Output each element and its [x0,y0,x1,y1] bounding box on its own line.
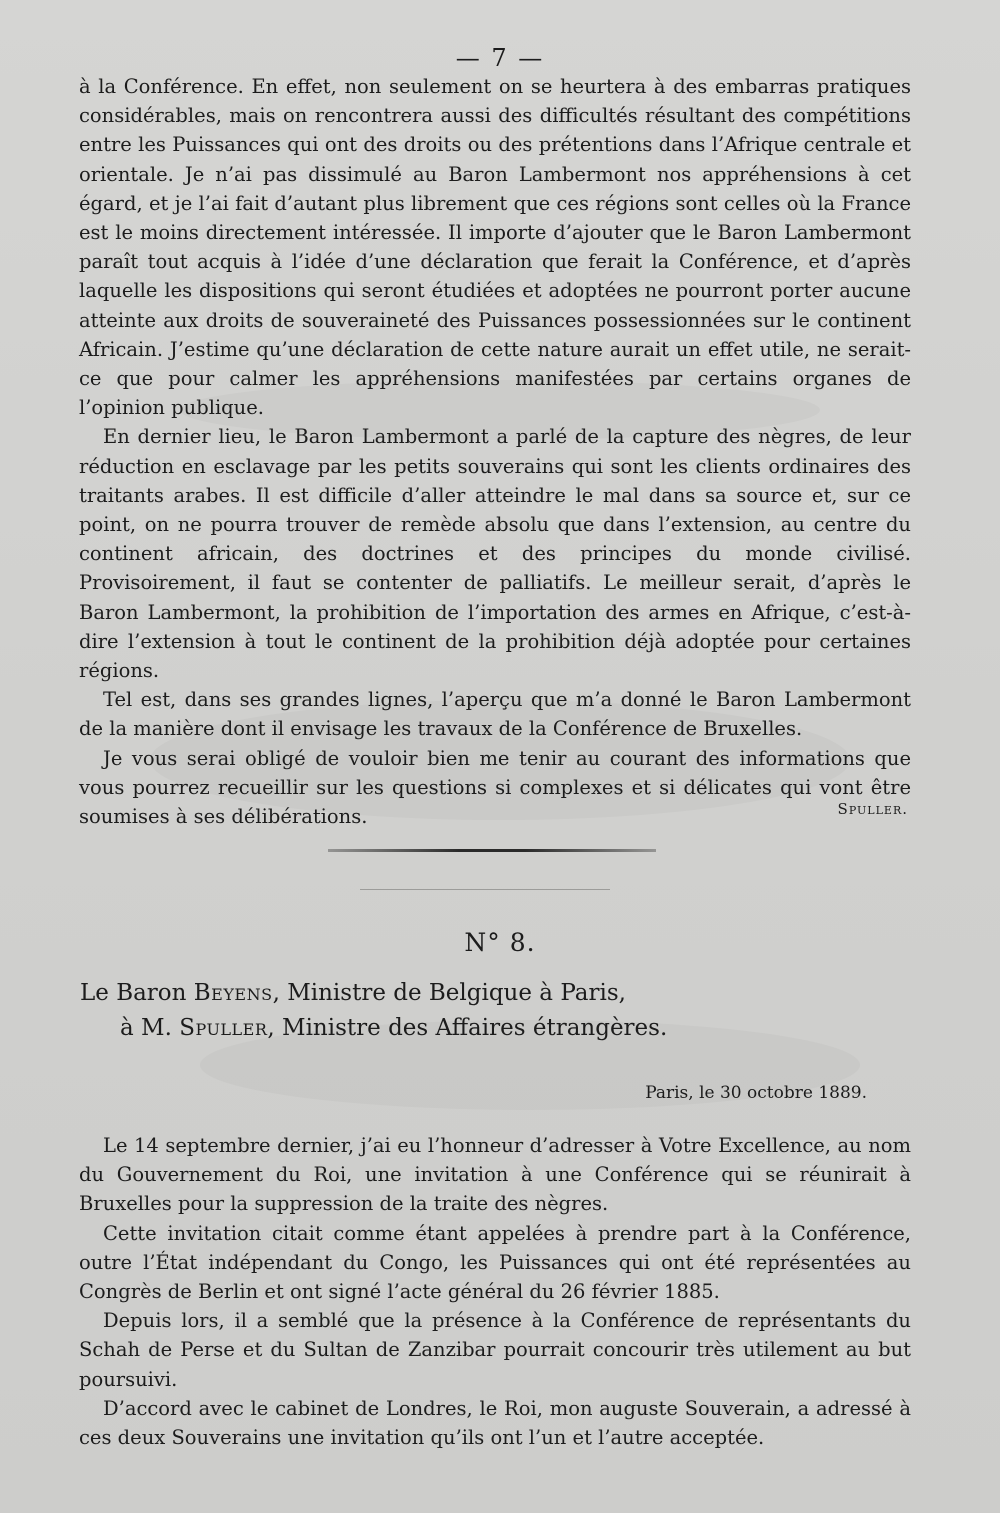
paragraph: En dernier lieu, le Baron Lambermont a parlé de la capture des nègres, de leur réduction en esclavage par les petits souverains qui sont les clients ordinaires des traitants arabes. Il est difficile d’aller atteindre le mal dans sa source et, sur ce point, on ne pourra trouver de remède absolu que dans l’extension, au centre du continent africain, des doctrines et des principes du monde civilisé. Provisoirement, il faut se contenter de palliatifs. Le meilleur serait, d’après le Baron Lambermont, la prohibition de l’importation des armes en Afrique, c’est-à-dire l’extension à tout le continent de la prohibition déjà adoptée pour certaines régions. [79,425,911,683]
paragraph: Tel est, dans ses grandes lignes, l’aperçu que m’a donné le Baron Lambermont de la manière dont il envisage les travaux de la Conférence de Bruxelles. [79,688,911,741]
paragraph: Je vous serai obligé de vouloir bien me tenir au courant des informations que vous pourrez recueillir sur les questions si complexes et si délicates qui vont être soumises à ses délibérations. [79,746,911,829]
section-divider-faint [360,889,610,890]
paragraph: D’accord avec le cabinet de Londres, le Roi, mon auguste Souverain, a adressé à ces deux Souverains une invitation qu’ils ont l’un et l’autre acceptée. [79,1396,911,1450]
heading-text: à M. [120,1015,180,1041]
heading-text: , Ministre de Belgique à Paris, [272,980,626,1006]
paragraph: Cette invitation citait comme étant appelées à prendre part à la Conférence, outre l’État indépendant du Congo, les Puissances qui ont été représentées au Congrès de Berlin et ont signé l’acte général du 26 février 1885. [79,1221,911,1304]
paragraph: Le 14 septembre dernier, j’ai eu l’honneur d’adresser à Votre Excellence, au nom du Gouvernement du Roi, une invitation à une Conférence qui se réunirait à Bruxelles pour la suppression de la traite des nègres. [79,1134,911,1216]
letter-date: Paris, le 30 octobre 1889. [645,1083,867,1103]
sender-name: Beyens [193,980,273,1006]
signature: Spuller. [837,800,908,818]
letter-heading-sender [80,978,626,1008]
document-number: N° 8. [464,928,536,957]
letter-body [79,1131,911,1452]
heading-text: Le Baron [80,980,194,1006]
page-number: — 7 — [455,44,545,72]
paragraph: Depuis lors, il a semblé que la présence à la Conférence de représentants du Schah de Perse et du Sultan de Zanzibar pourrait concourir très utilement au but poursuivi. [79,1309,911,1391]
heading-text: , Ministre des Affaires étrangères. [267,1015,668,1041]
section-divider [328,849,656,852]
letter-body-continued [79,72,911,831]
paragraph: à la Conférence. En effet, non seulement on se heurtera à des embarras pratiques considérables, mais on rencontrera aussi des difficultés résultant des compétitions entre les Puissances qui ont des droits ou des prétentions dans l’Afrique centrale et orientale. Je n’ai pas dissimulé au Baron Lambermont nos appréhensions à cet égard, et je l’ai fait d’autant plus librement que ces régions sont celles où la France est le moins directement intéressée. Il importe d’ajouter que le Baron Lambermont paraît tout acquis à l’idée d’une déclaration que ferait la Conférence, et d’après laquelle les dispositions qui seront étudiées et adoptées ne pourront porter aucune atteinte aux droits de souveraineté des Puissances possessionnées sur le continent Africain. J’estime qu’une déclaration de cette nature aurait un effet utile, ne serait-ce que pour calmer les appréhensions manifestées par certains organes de l’opinion publique. [79,75,911,420]
recipient-name: Spuller [179,1015,268,1041]
letter-heading-recipient [120,1013,667,1043]
